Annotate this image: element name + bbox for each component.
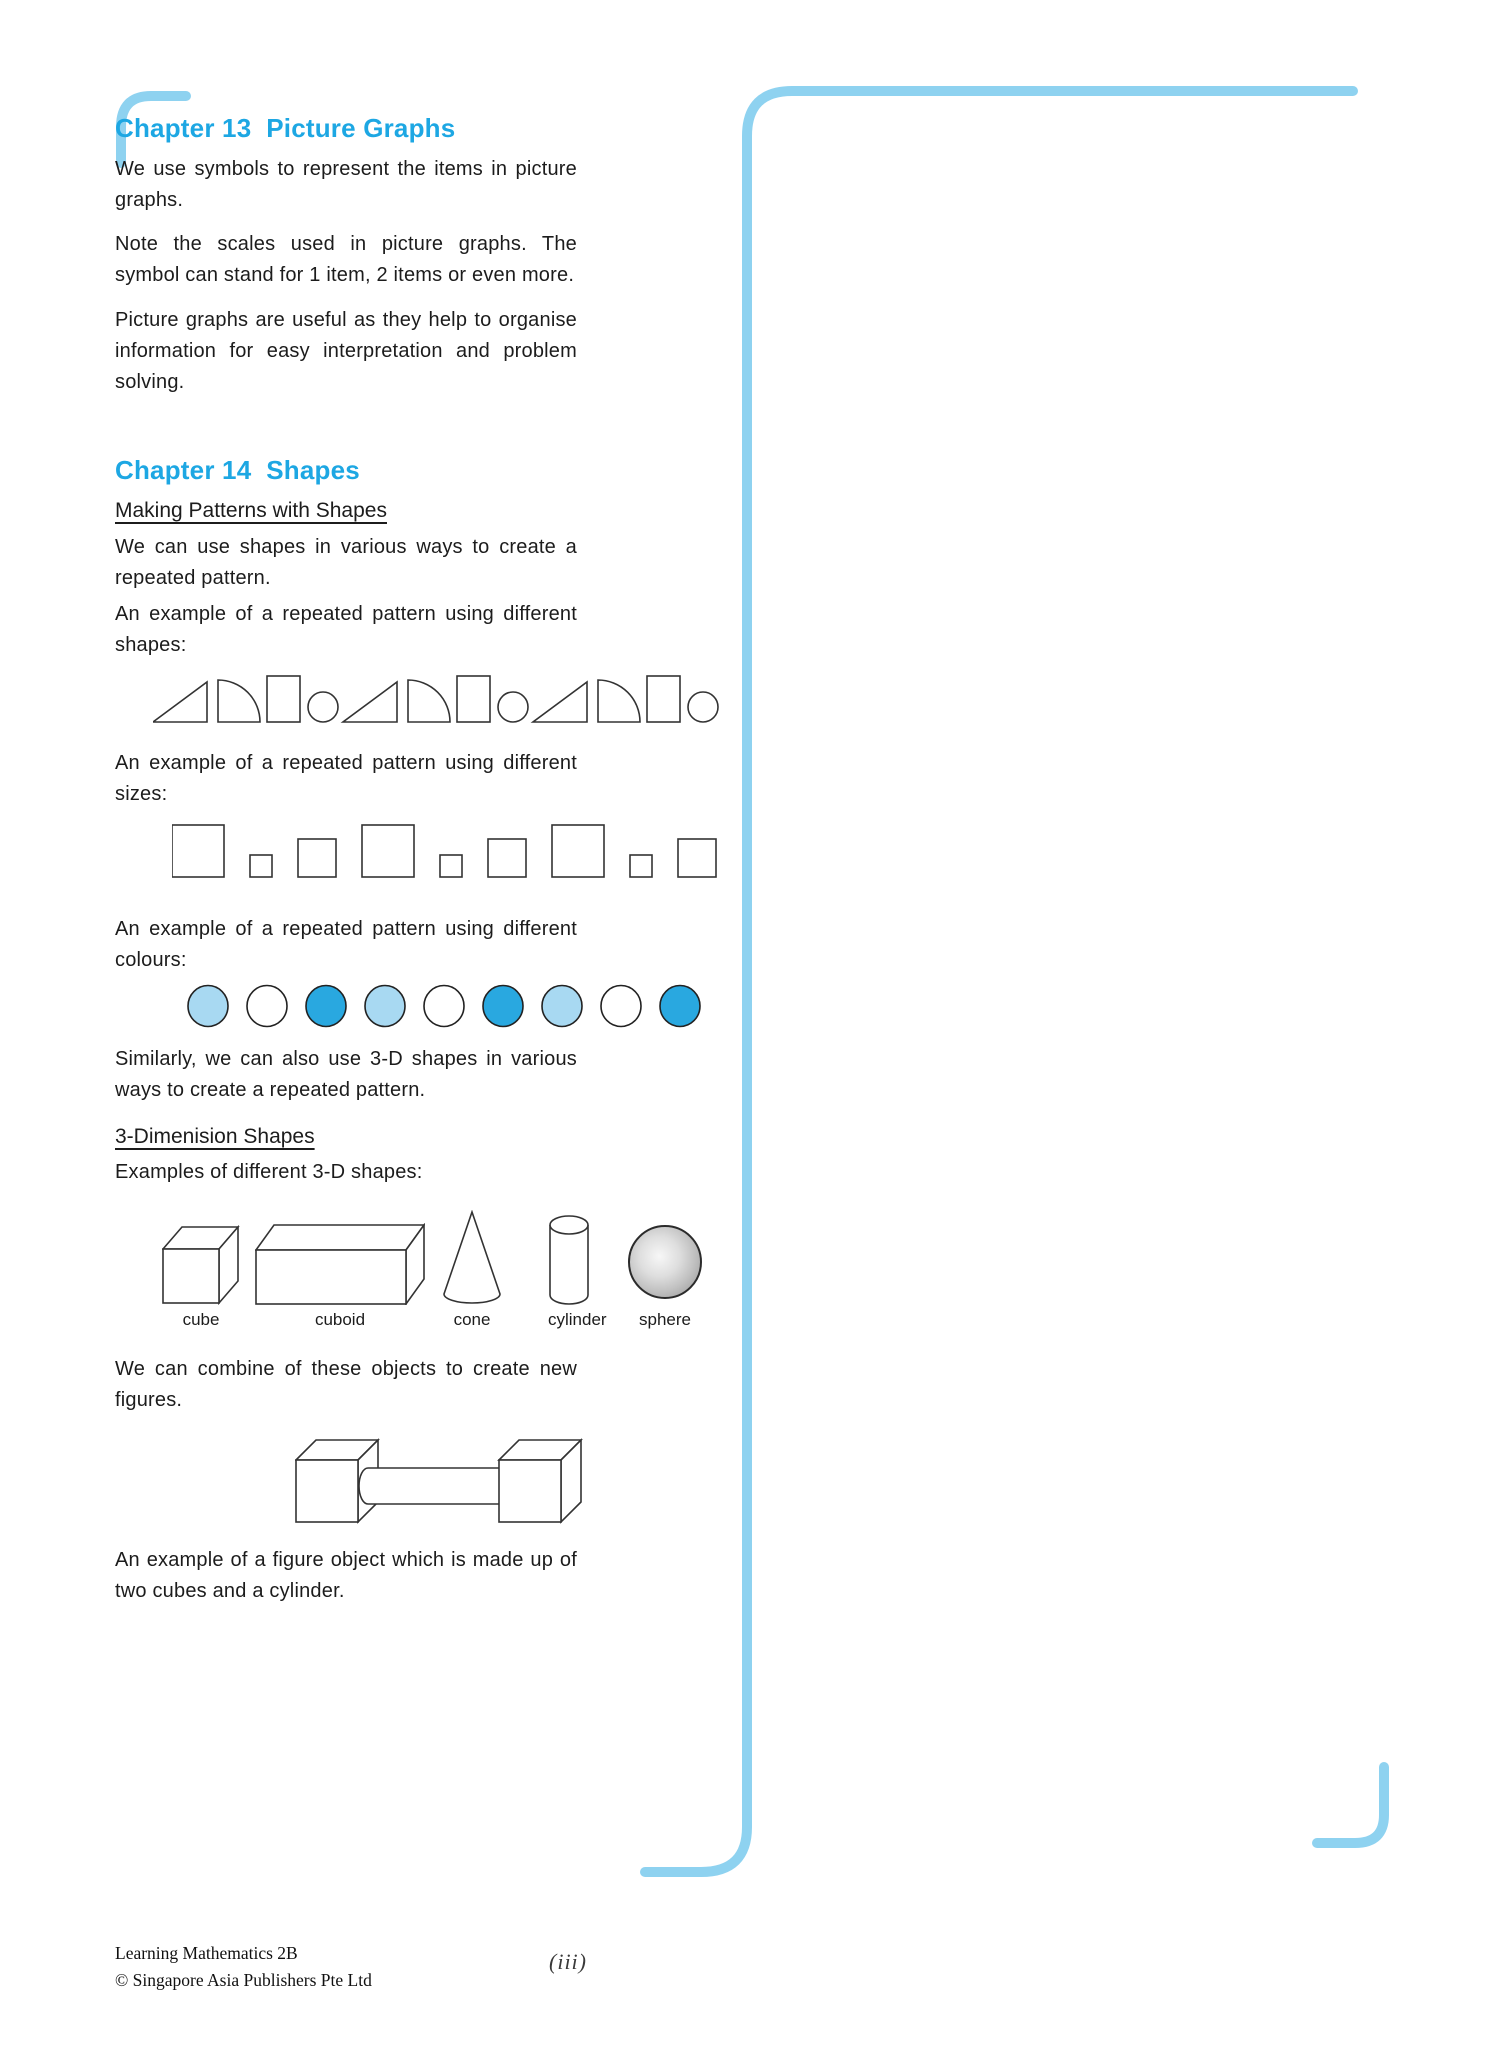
shape-cone (442, 1210, 502, 1330)
para-combine-objects: We can combine of these objects to create new figures. (115, 1358, 577, 1411)
chapter-14-heading: Chapter 14 Shapes (115, 455, 360, 485)
para-different-shapes: An example of a repeated pattern using different shapes: (115, 603, 577, 656)
notes-column (115, 112, 755, 1607)
pattern-different-sizes (172, 824, 717, 878)
shape-cylinder (548, 1210, 607, 1330)
para-different-colours: An example of a repeated pattern using different colours: (115, 918, 577, 971)
sphere-label: sphere (639, 1310, 691, 1329)
chapter-13-para-2: Note the scales used in picture graphs. The symbol can stand for 1 item, 2 items or even more. (115, 233, 577, 286)
subheading-making-patterns: Making Patterns with Shapes (115, 499, 387, 522)
para-figure-caption: An example of a figure object which is made up of two cubes and a cylinder. (115, 1549, 577, 1602)
cone-figure (442, 1210, 502, 1305)
para-different-sizes: An example of a repeated pattern using different sizes: (115, 752, 577, 805)
shape-cube (162, 1210, 240, 1330)
shape-cuboid (255, 1210, 425, 1330)
chapter-13-para-3: Picture graphs are useful as they help to organise information for easy interpretation and problem solving. (115, 309, 577, 393)
cube-label: cube (182, 1310, 220, 1329)
footer-book-title: Learning Mathematics 2B (115, 1943, 298, 1963)
para-similarly-3d: Similarly, we can also use 3-D shapes in various ways to create a repeated pattern. (115, 1048, 577, 1101)
3d-shapes-row (115, 1210, 755, 1332)
chapter-13-para-1: We use symbols to represent the items in picture graphs. (115, 158, 577, 211)
pattern-different-colours (187, 984, 702, 1028)
shape-sphere (627, 1210, 703, 1330)
chapter-13-heading: Chapter 13 Picture Graphs (115, 113, 456, 143)
cuboid-figure (255, 1210, 425, 1305)
cone-label: cone (453, 1310, 491, 1329)
cube-figure (162, 1210, 240, 1305)
para-3d-examples: Examples of different 3-D shapes: (115, 1161, 423, 1183)
cylinder-figure (548, 1210, 590, 1305)
cylinder-label: cylinder (548, 1310, 607, 1329)
bottom-right-corner-bracket (1317, 1767, 1384, 1843)
pattern-different-shapes (153, 674, 723, 724)
page-number: (iii) (549, 1949, 587, 1974)
footer-copyright: © Singapore Asia Publishers Pte Ltd (115, 1970, 372, 1990)
cuboid-label: cuboid (314, 1310, 366, 1329)
subheading-3d-shapes: 3-Dimenision Shapes (115, 1125, 315, 1148)
footer (115, 1940, 372, 1994)
sphere-figure (627, 1210, 703, 1305)
dumbbell-figure (295, 1433, 595, 1525)
para-patterns-intro: We can use shapes in various ways to create a repeated pattern. (115, 536, 577, 589)
